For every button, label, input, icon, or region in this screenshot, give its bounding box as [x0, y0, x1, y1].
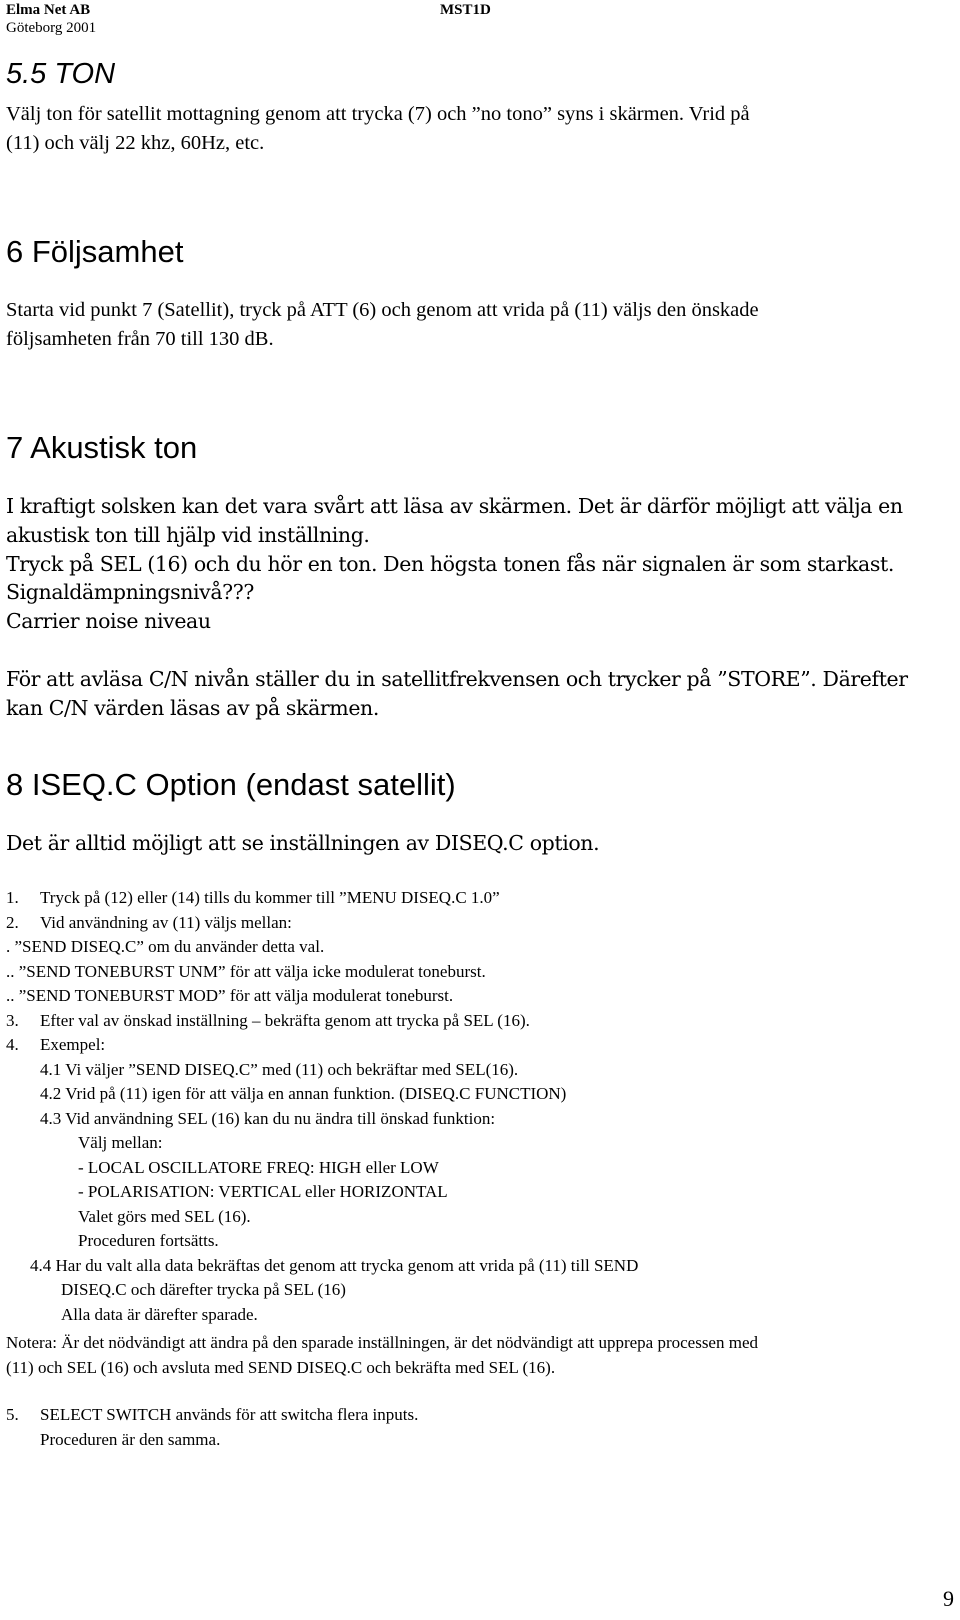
list-number: 1.: [6, 888, 19, 907]
list-text: Efter val av önskad inställning – bekräfta genom att trycka på SEL (16).: [40, 1010, 530, 1030]
list-item: [6, 1156, 946, 1181]
list-item: [6, 984, 946, 1009]
list-item: [6, 1278, 946, 1303]
list-item: [6, 1009, 946, 1034]
section-7-line-5: Carrier noise niveau: [6, 609, 211, 633]
list-number: 4.: [6, 1035, 19, 1054]
list-text: Vid användning av (11) väljs mellan:: [40, 912, 292, 932]
note-line-2: (11) och SEL (16) och avsluta med SEND DISEQ.C och bekräfta med SEL (16).: [6, 1357, 556, 1377]
header-city-year: Göteborg 2001: [6, 20, 97, 36]
list-item: [6, 1254, 946, 1279]
list-text: Valet görs med SEL (16).: [78, 1206, 251, 1226]
list-item: [6, 1033, 946, 1058]
list-number: 2.: [6, 912, 19, 932]
list-number: 3.: [6, 1010, 19, 1030]
step-5: [6, 1403, 946, 1452]
list-text: . ”SEND DISEQ.C” om du använder detta val.: [6, 937, 325, 956]
list-item: [6, 886, 946, 911]
header-document-code: MST1D: [440, 2, 491, 18]
list-item: [6, 1131, 946, 1156]
section-7-line-7: kan C/N värden läsas av på skärmen.: [6, 696, 379, 720]
section-7-line-6: För att avläsa C/N nivån ställer du in satellitfrekvensen och trycker på ”STORE”. Därefter: [6, 667, 908, 691]
list-text: 4.2 Vrid på (11) igen för att välja en annan funktion. (DISEQ.C FUNCTION): [40, 1084, 567, 1103]
list-text: .. ”SEND TONEBURST UNM” för att välja icke modulerat toneburst.: [6, 961, 486, 981]
list-text: Tryck på (12) eller (14) tills du kommer till ”MENU DISEQ.C 1.0”: [40, 888, 500, 907]
list-text: DISEQ.C och därefter trycka på SEL (16): [61, 1280, 346, 1299]
list-text: Alla data är därefter sparade.: [61, 1304, 258, 1324]
section-6-title: 6 Följsamhet: [6, 234, 184, 269]
list-item: [6, 1229, 946, 1254]
list-item: [6, 1058, 946, 1083]
list-text: 4.1 Vi väljer ”SEND DISEQ.C” med (11) och bekräftar med SEL(16).: [40, 1059, 519, 1079]
list-text: Proceduren är den samma.: [40, 1429, 221, 1449]
section-7-line-4: Signaldämpningsnivå???: [6, 580, 254, 604]
list-text: SELECT SWITCH används för att switcha flera inputs.: [40, 1405, 419, 1424]
section-7-line-3: Tryck på SEL (16) och du hör en ton. Den högsta tonen fås när signalen är som starkast.: [6, 552, 894, 576]
header-company: Elma Net AB: [6, 2, 91, 18]
section-6-paragraph-line-2: följsamheten från 70 till 130 dB.: [6, 328, 274, 350]
list-item: [6, 935, 946, 960]
list-text: Exempel:: [40, 1035, 106, 1054]
section-5-5-paragraph-line-2: (11) och välj 22 khz, 60Hz, etc.: [6, 132, 265, 154]
section-7-title: 7 Akustisk ton: [6, 430, 198, 465]
section-7-line-2: akustisk ton till hjälp vid inställning.: [6, 523, 370, 547]
list-item: [6, 1303, 946, 1328]
section-8-steps: [6, 886, 946, 1327]
list-text: 4.3 Vid användning SEL (16) kan du nu ändra till önskad funktion:: [40, 1108, 496, 1128]
list-text: - LOCAL OSCILLATORE FREQ: HIGH eller LOW: [78, 1157, 439, 1177]
list-text: .. ”SEND TONEBURST MOD” för att välja modulerat toneburst.: [6, 986, 454, 1005]
list-item: [6, 1403, 946, 1428]
section-6-paragraph-line-1: Starta vid punkt 7 (Satellit), tryck på ATT (6) och genom att vrida på (11) väljs den önskade: [6, 299, 759, 321]
section-5-5-paragraph-line-1: Välj ton för satellit mottagning genom att trycka (7) och ”no tono” syns i skärmen. Vrid på: [6, 103, 750, 125]
page-number: 9: [943, 1586, 954, 1611]
list-text: - POLARISATION: VERTICAL eller HORIZONTAL: [78, 1182, 448, 1201]
list-item: [6, 1082, 946, 1107]
section-8-title: 8 ISEQ.C Option (endast satellit): [6, 767, 456, 802]
note-line-1: Notera: Är det nödvändigt att ändra på den sparade inställningen, är det nödvändigt att upprepa processen med: [6, 1333, 759, 1352]
list-item: [6, 1107, 946, 1132]
list-item: [6, 1205, 946, 1230]
list-text: Proceduren fortsätts.: [78, 1231, 219, 1250]
section-8-intro: Det är alltid möjligt att se inställningen av DISEQ.C option.: [6, 831, 600, 855]
list-item: [6, 911, 946, 936]
section-7-line-1: I kraftigt solsken kan det vara svårt att läsa av skärmen. Det är därför möjligt att välja en: [6, 494, 903, 518]
list-number: 5.: [6, 1405, 19, 1424]
list-item: [6, 1180, 946, 1205]
list-item: [6, 960, 946, 985]
list-text: 4.4 Har du valt alla data bekräftas det genom att trycka genom att vrida på (11) till SEND: [30, 1255, 639, 1275]
list-item: [6, 1428, 946, 1453]
list-text: Välj mellan:: [78, 1133, 163, 1152]
section-5-5-title: 5.5 TON: [6, 58, 116, 90]
note-paragraph: [6, 1331, 956, 1380]
